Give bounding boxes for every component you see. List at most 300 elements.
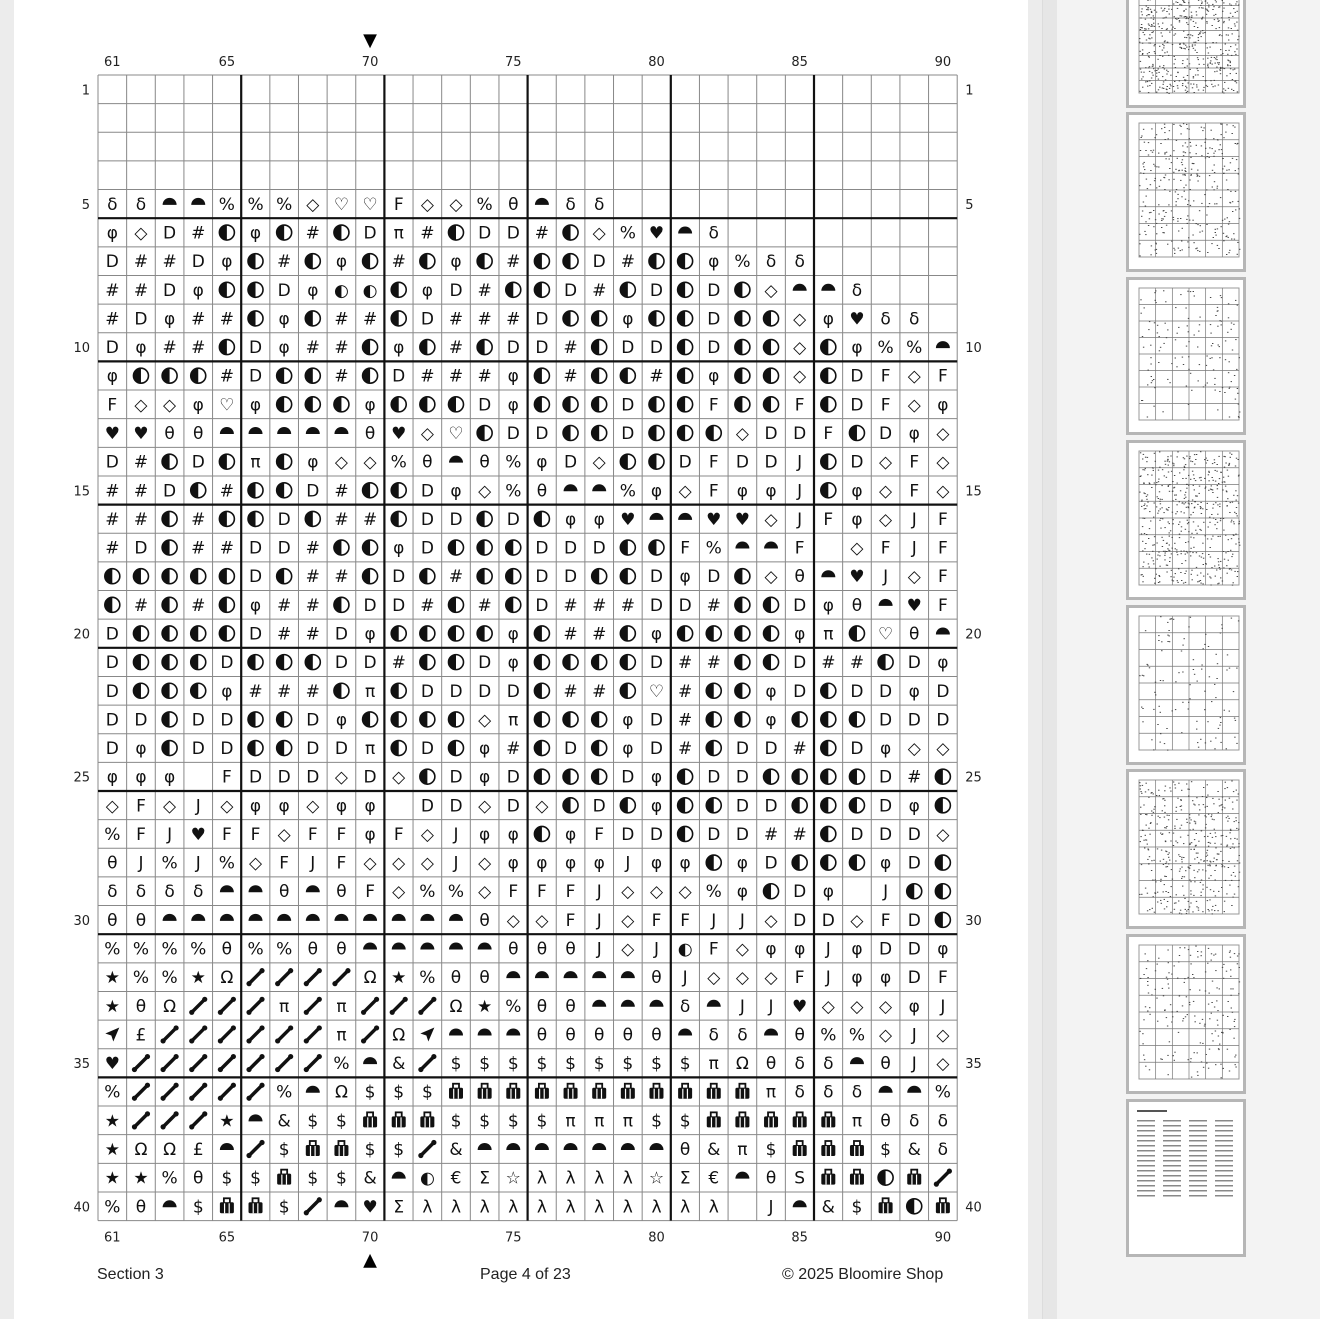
thumbnail-stitch [1189, 1002, 1190, 1003]
symbol-J: J [653, 939, 659, 960]
symbol-H: # [506, 739, 521, 760]
symbol-p: φ [794, 624, 806, 645]
thumbnail-stitch [1151, 487, 1152, 488]
thumbnail-stitch [1229, 832, 1230, 833]
thumbnail-stitch [1158, 470, 1159, 471]
thumbnail-stitch [1185, 168, 1186, 169]
thumbnail-stitch [1235, 339, 1236, 340]
thumbnail-stitch [1169, 532, 1170, 533]
thumbnail-stitch [1143, 347, 1144, 348]
thumbnail-stitch [1181, 867, 1182, 868]
symbol-£: £ [192, 1140, 204, 1160]
thumbnail-stitch [1225, 880, 1226, 881]
thumbnail-stitch [1214, 181, 1215, 182]
thumbnail-stitch [1166, 728, 1167, 729]
thumbnail-stitch [1187, 223, 1188, 224]
thumbnail-stitch [1194, 674, 1195, 675]
thumbnail-stitch [1227, 54, 1228, 55]
symbol-H: # [792, 824, 807, 845]
symbol-D: D [535, 309, 549, 330]
thumbnail-stitch [1148, 993, 1149, 994]
thumbnail-stitch [1152, 880, 1153, 881]
thumbnail-stitch [1234, 894, 1235, 895]
thumbnail-key-line [1137, 1170, 1155, 1172]
symbol-bone-end [374, 1025, 379, 1030]
symbol-♥: ♥ [362, 1197, 378, 1218]
thumbnail-stitch [1147, 664, 1148, 665]
thumbnail-stitch [1164, 132, 1165, 133]
thumbnail-stitch [1219, 35, 1220, 36]
symbol-F: F [937, 366, 948, 387]
symbol-D: D [850, 452, 864, 473]
thumbnail-stitch [1216, 987, 1217, 988]
thumbnail-stitch [1209, 576, 1210, 577]
symbol-W: Ω [163, 1140, 177, 1160]
symbol-D: D [220, 710, 234, 731]
symbol-D: D [248, 624, 263, 645]
thumbnail-stitch [1158, 498, 1159, 499]
thumbnail-stitch [1173, 4, 1174, 5]
thumbnail-stitch [1173, 833, 1174, 834]
row-label-right: 15 [965, 484, 982, 500]
thumbnail-stitch [1163, 680, 1164, 681]
symbol-n: π [765, 1082, 777, 1103]
thumbnail-stitch [1226, 971, 1227, 972]
thumbnail-stitch [1189, 880, 1190, 881]
thumbnail-stitch [1174, 253, 1175, 254]
thumbnail-stitch [1146, 968, 1147, 969]
symbol-D: D [363, 223, 377, 244]
column-label-top: 80 [648, 55, 665, 70]
thumbnail-stitch [1184, 467, 1185, 468]
thumbnail-stitch [1216, 859, 1217, 860]
thumbnail-stitch [1158, 167, 1159, 168]
symbol-%: % [218, 853, 235, 874]
thumbnail-stitch [1212, 536, 1213, 537]
thumbnail-stitch [1201, 892, 1202, 893]
thumbnail-stitch [1239, 967, 1240, 968]
page-thumbnail[interactable] [1126, 277, 1246, 435]
thumbnail-stitch [1183, 364, 1184, 365]
thumbnail-stitch [1229, 387, 1230, 388]
symbol-F: F [393, 194, 404, 215]
thumbnail-stitch [1147, 985, 1148, 986]
symbol-D: D [248, 338, 263, 359]
symbol-%: % [848, 1025, 866, 1046]
symbol-F: F [708, 939, 719, 960]
thumbnail-stitch [1164, 908, 1165, 909]
thumbnail-stitch [1154, 912, 1155, 913]
thumbnail-panel [1057, 0, 1320, 1319]
thumbnail-stitch [1213, 6, 1214, 7]
symbol-bone-end [246, 981, 251, 986]
thumbnail-stitch [1149, 834, 1150, 835]
thumbnail-stitch [1190, 461, 1191, 462]
thumbnail-stitch [1224, 82, 1225, 83]
thumbnail-stitch [1170, 1004, 1171, 1005]
symbol-p: φ [450, 481, 462, 502]
symbol-$: $ [364, 1140, 376, 1160]
thumbnail-stitch [1169, 852, 1170, 853]
thumbnail-stitch [1238, 503, 1239, 504]
thumbnail-stitch [1223, 173, 1224, 174]
symbol-bone-end [132, 1124, 137, 1129]
thumbnail-stitch [1231, 323, 1232, 324]
thumbnail-stitch [1143, 562, 1144, 563]
thumbnail-key-line [1163, 1150, 1181, 1152]
thumbnail-stitch [1165, 175, 1166, 176]
thumbnail-stitch [1157, 724, 1158, 725]
symbol-F: F [708, 395, 719, 416]
thumbnail-stitch [1149, 25, 1150, 26]
symbol-*: ★ [104, 1168, 120, 1189]
thumbnail-stitch [1219, 6, 1220, 7]
page-thumbnail[interactable] [1126, 605, 1246, 765]
symbol-D: D [420, 538, 434, 559]
symbol-O: ◇ [478, 481, 492, 502]
thumbnail-stitch [1231, 618, 1232, 619]
thumbnail-stitch [1146, 554, 1147, 555]
symbol-D: D [850, 366, 864, 387]
thumbnail-stitch [1193, 76, 1194, 77]
thumbnail-stitch [1218, 1036, 1219, 1037]
thumbnail-stitch [1201, 880, 1202, 881]
thumbnail-stitch [1209, 864, 1210, 865]
symbol-H: # [105, 309, 120, 330]
thumbnail-stitch [1173, 172, 1174, 173]
row-label-left: 10 [73, 341, 90, 357]
thumbnail-stitch [1152, 908, 1153, 909]
thumbnail-stitch [1195, 823, 1196, 824]
thumbnail-stitch [1182, 886, 1183, 887]
thumbnail-stitch [1188, 531, 1189, 532]
thumbnail-stitch [1183, 503, 1184, 504]
thumbnail-stitch [1225, 50, 1226, 51]
thumbnail-stitch [1190, 955, 1191, 956]
symbol-$: $ [880, 1140, 892, 1160]
symbol-d: δ [823, 1054, 834, 1075]
thumbnail-stitch [1172, 463, 1173, 464]
symbol-n: π [565, 1111, 576, 1132]
thumbnail-stitch [1188, 200, 1189, 201]
symbol-H: # [133, 252, 149, 273]
thumbnail-key-line [1189, 1170, 1207, 1172]
thumbnail-stitch [1169, 14, 1170, 15]
symbol-bone-end [317, 1054, 322, 1059]
thumbnail-stitch [1208, 67, 1209, 68]
symbol-J: J [596, 882, 602, 903]
thumbnail-stitch [1160, 499, 1161, 500]
thumbnail-stitch [1175, 548, 1176, 549]
thumbnail-stitch [1142, 1043, 1143, 1044]
symbol-J: J [911, 1054, 917, 1075]
symbol-bone-end [418, 1010, 423, 1015]
symbol-J: J [739, 910, 745, 931]
thumbnail-stitch [1162, 833, 1163, 834]
page-thumbnail[interactable] [1126, 769, 1246, 929]
thumbnail-stitch [1211, 1002, 1212, 1003]
page-thumbnail[interactable] [1126, 112, 1246, 272]
thumbnail-stitch [1217, 464, 1218, 465]
symbol-l: λ [422, 1197, 433, 1218]
page-thumbnail[interactable] [1126, 0, 1246, 108]
symbol-D: D [592, 252, 606, 273]
thumbnail-stitch [1188, 901, 1189, 902]
thumbnail-stitch [1208, 814, 1209, 815]
symbol-F: F [336, 824, 347, 845]
thumbnail-stitch [1190, 205, 1191, 206]
thumbnail-stitch [1229, 1029, 1230, 1030]
symbol-O: ◇ [793, 366, 807, 387]
symbol-O: ◇ [907, 567, 921, 588]
thumbnail-stitch [1207, 538, 1208, 539]
symbol-D: D [907, 968, 921, 989]
thumbnail-stitch [1175, 681, 1176, 682]
thumbnail-stitch [1196, 552, 1197, 553]
symbol-bone-end [246, 1153, 251, 1158]
thumbnail-stitch [1169, 550, 1170, 551]
thumbnail-stitch [1223, 518, 1224, 519]
thumbnail-stitch [1184, 978, 1185, 979]
thumbnail-stitch [1186, 92, 1187, 93]
thumbnail-stitch [1183, 123, 1184, 124]
symbol-%: % [419, 882, 436, 903]
thumbnail-stitch [1180, 490, 1181, 491]
thumbnail-stitch [1228, 818, 1229, 819]
symbol-t: θ [622, 1025, 634, 1046]
symbol-H: # [620, 595, 635, 616]
thumbnail-stitch [1181, 790, 1182, 791]
thumbnail-stitch [1223, 964, 1224, 965]
symbol-d: δ [794, 1082, 805, 1103]
thumbnail-stitch [1200, 1042, 1201, 1043]
thumbnail-stitch [1202, 130, 1203, 131]
thumbnail-stitch [1212, 170, 1213, 171]
thumbnail-stitch [1211, 701, 1212, 702]
thumbnail-stitch [1194, 1016, 1195, 1017]
symbol-bone-end [218, 1096, 223, 1101]
thumbnail-stitch [1154, 51, 1155, 52]
thumbnail-stitch [1165, 786, 1166, 787]
thumbnail-stitch [1188, 1059, 1189, 1060]
symbol-O: ◇ [907, 739, 921, 760]
thumbnail-stitch [1234, 866, 1235, 867]
symbol-p: φ [937, 395, 949, 416]
thumbnail-stitch [1188, 404, 1189, 405]
thumbnail-stitch [1226, 236, 1227, 237]
thumbnail-stitch [1237, 254, 1238, 255]
thumbnail-stitch [1189, 37, 1190, 38]
footer-page-number: Page 4 of 23 [480, 1266, 571, 1283]
thumbnail-stitch [1204, 194, 1205, 195]
thumbnail-stitch [1228, 867, 1229, 868]
symbol-O: ◇ [936, 739, 950, 760]
thumbnail-stitch [1173, 86, 1174, 87]
thumbnail-stitch [1156, 795, 1157, 796]
thumbnail-stitch [1155, 484, 1156, 485]
thumbnail-stitch [1180, 180, 1181, 181]
thumbnail-stitch [1210, 585, 1211, 586]
thumbnail-stitch [1236, 743, 1237, 744]
thumbnail-stitch [1209, 517, 1210, 518]
thumbnail-stitch [1185, 464, 1186, 465]
thumbnail-stitch [1239, 523, 1240, 524]
symbol-&: & [907, 1140, 921, 1160]
symbol-D: D [707, 338, 721, 359]
symbol-H: # [506, 252, 521, 273]
thumbnail-stitch [1175, 169, 1176, 170]
symbol-H: # [477, 309, 492, 330]
thumbnail-stitch [1185, 529, 1186, 530]
thumbnail-stitch [1144, 169, 1145, 170]
thumbnail-stitch [1162, 988, 1163, 989]
thumbnail-stitch [1230, 191, 1231, 192]
thumbnail-stitch [1186, 913, 1187, 914]
thumbnail-stitch [1154, 892, 1155, 893]
thumbnail-stitch [1193, 48, 1194, 49]
symbol-bone-end [189, 1067, 194, 1072]
symbol-d: δ [851, 1082, 863, 1103]
thumbnail-stitch [1170, 896, 1171, 897]
symbol-d: δ [765, 252, 777, 273]
thumbnail-stitch [1213, 15, 1214, 16]
thumbnail-stitch [1181, 551, 1182, 552]
thumbnail-stitch [1151, 376, 1152, 377]
page-thumbnail[interactable] [1126, 440, 1246, 600]
thumbnail-stitch [1213, 955, 1214, 956]
thumbnail-stitch [1235, 817, 1236, 818]
thumbnail-stitch [1154, 483, 1155, 484]
thumbnail-stitch [1192, 800, 1193, 801]
symbol-O: ◇ [821, 996, 835, 1017]
symbol-%: % [104, 1197, 121, 1218]
thumbnail-stitch [1236, 507, 1237, 508]
page-scrollbar[interactable] [1042, 0, 1057, 1319]
thumbnail-stitch [1169, 168, 1170, 169]
symbol-H: # [792, 739, 807, 760]
symbol-$: $ [651, 1111, 662, 1132]
thumbnail-stitch [1166, 89, 1167, 90]
thumbnail-stitch [1190, 903, 1191, 904]
thumbnail-stitch [1187, 241, 1188, 242]
symbol-p: φ [622, 739, 634, 760]
thumbnail-stitch [1213, 518, 1214, 519]
thumbnail-stitch [1231, 5, 1232, 6]
thumbnail-stitch [1170, 456, 1171, 457]
thumbnail-stitch [1142, 459, 1143, 460]
thumbnail-stitch [1193, 659, 1194, 660]
thumbnail-stitch [1164, 812, 1165, 813]
symbol-O: ◇ [936, 1054, 950, 1075]
symbol-%: % [276, 194, 293, 215]
thumbnail-stitch [1176, 189, 1177, 190]
column-label-top: 61 [104, 55, 121, 70]
thumbnail-stitch [1164, 884, 1165, 885]
thumbnail-stitch [1233, 534, 1234, 535]
thumbnail-stitch [1221, 297, 1222, 298]
thumbnail-stitch [1142, 54, 1143, 55]
thumbnail-stitch [1206, 14, 1207, 15]
row-label-left: 1 [81, 83, 90, 99]
symbol-♥: ♥ [792, 996, 808, 1017]
thumbnail-stitch [1175, 18, 1176, 19]
thumbnail-stitch [1164, 475, 1165, 476]
thumbnail-stitch [1234, 127, 1235, 128]
thumbnail-stitch [1139, 42, 1140, 43]
thumbnail-stitch [1151, 32, 1152, 33]
thumbnail-stitch [1194, 26, 1195, 27]
thumbnail-stitch [1155, 694, 1156, 695]
thumbnail-stitch [1237, 571, 1238, 572]
symbol-F: F [909, 452, 920, 473]
symbol-D: D [105, 624, 119, 645]
thumbnail-stitch [1236, 22, 1237, 23]
thumbnail-stitch [1189, 180, 1190, 181]
symbol-D: D [592, 796, 606, 817]
thumbnail-stitch [1141, 707, 1142, 708]
thumbnail-stitch [1229, 798, 1230, 799]
thumbnail-stitch [1171, 29, 1172, 30]
page-thumbnail[interactable] [1126, 934, 1246, 1094]
thumbnail-stitch [1189, 17, 1190, 18]
thumbnail-stitch [1197, 1075, 1198, 1076]
thumbnail-stitch [1191, 12, 1192, 13]
symbol-O: ◇ [793, 309, 807, 330]
thumbnail-stitch [1236, 513, 1237, 514]
thumbnail-stitch [1201, 557, 1202, 558]
thumbnail-stitch [1238, 201, 1239, 202]
thumbnail-stitch [1187, 523, 1188, 524]
thumbnail-stitch [1182, 60, 1183, 61]
thumbnail-stitch [1238, 417, 1239, 418]
thumbnail-stitch [1218, 561, 1219, 562]
thumbnail-stitch [1142, 163, 1143, 164]
thumbnail-stitch [1190, 19, 1191, 20]
thumbnail-stitch [1202, 8, 1203, 9]
thumbnail-stitch [1185, 582, 1186, 583]
symbol-p: φ [221, 681, 233, 702]
symbol-D: D [649, 710, 664, 731]
thumbnail-stitch [1199, 477, 1200, 478]
thumbnail-stitch [1221, 1077, 1222, 1078]
thumbnail-stitch [1203, 386, 1204, 387]
thumbnail-stitch [1152, 64, 1153, 65]
thumbnail-stitch [1161, 507, 1162, 508]
thumbnail-stitch [1173, 519, 1174, 520]
thumbnail-stitch [1211, 514, 1212, 515]
symbol-H: # [534, 223, 550, 244]
symbol-F: F [823, 424, 834, 444]
thumbnail-stitch [1161, 128, 1162, 129]
thumbnail-key-line [1137, 1150, 1155, 1152]
thumbnail-stitch [1155, 302, 1156, 303]
thumbnail-stitch [1168, 138, 1169, 139]
thumbnail-stitch [1154, 583, 1155, 584]
thumbnail-stitch [1233, 872, 1234, 873]
thumbnail-stitch [1145, 206, 1146, 207]
thumbnail-stitch [1207, 574, 1208, 575]
thumbnail-stitch [1227, 65, 1228, 66]
page-thumbnail[interactable] [1126, 1099, 1246, 1257]
thumbnail-stitch [1160, 900, 1161, 901]
thumbnail-stitch [1234, 1026, 1235, 1027]
thumbnail-stitch [1220, 851, 1221, 852]
symbol-%: % [104, 939, 121, 960]
thumbnail-stitch [1200, 225, 1201, 226]
thumbnail-stitch [1208, 480, 1209, 481]
thumbnail-stitch [1156, 574, 1157, 575]
symbol-bone-end [361, 1010, 366, 1015]
